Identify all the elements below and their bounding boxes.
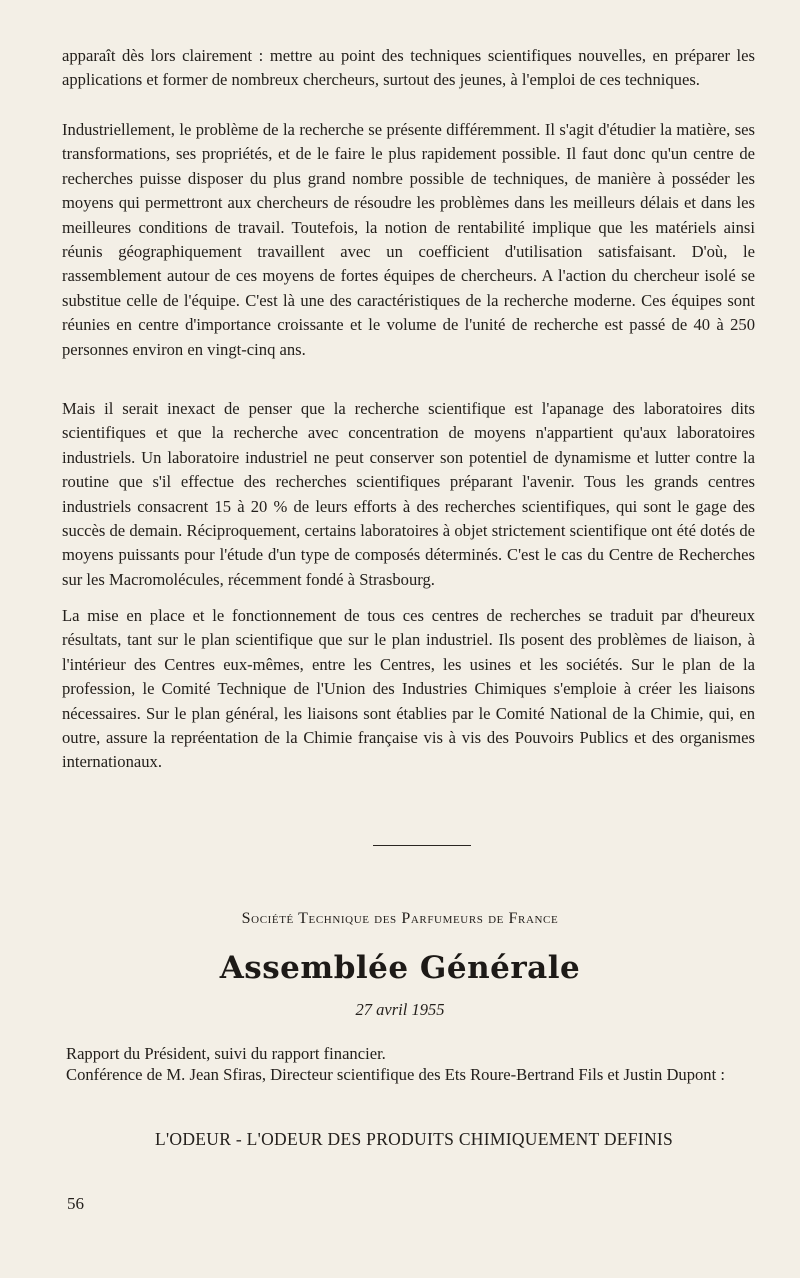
paragraph-2: Industriellement, le problème de la recherche se présente différemment. Il s'agit d'étudier la matière, ses transformations, ses propriétés, et de le faire le plus rapidement possible. Il faut donc qu'un centre de recherches puisse disposer du plus grand nombre possible de techniques, de manière à posséder les moyens qui permettront aux chercheurs de résoudre les problèmes dans les meilleurs délais et dans les meilleures conditions de travail. Toutefois, la notion de rentabilité implique que les matériels ainsi réunis géographiquement travaillent avec un coefficient d'utilisation satisfaisant. D'où, le rassemblement autour de ces moyens de fortes équipes de chercheurs. A l'action du chercheur isolé se substitue celle de l'équipe. C'est là une des caractéristiques de la recherche moderne. Ces équipes sont réunies en centre d'importance croissante et le volume de l'unité de recherche est passé de 40 à 250 personnes environ en vingt-cinq ans. [62, 120, 755, 359]
agenda [66, 1043, 756, 1085]
lecture-title: L'ODEUR - L'ODEUR DES PRODUITS CHIMIQUEMENT DEFINIS [154, 1129, 674, 1149]
paragraph-4: La mise en place et le fonctionnement de tous ces centres de recherches se traduit par d'heureux résultats, tant sur le plan scientifique que sur le plan industriel. Ils posent des problèmes de liaison, à l'intérieur des Centres eux-mêmes, entre les Centres, les usines et les sociétés. Sur le plan de la profession, le Comité Technique de l'Union des Industries Chimiques s'emploie à créer les liaisons nécessaires. Sur le plan général, les liaisons sont établies par le Comité National de la Chimie, qui, en outre, assure la repréentation de la Chimie française vis à vis des Pouvoirs Publics et des organismes internationaux. [62, 606, 755, 772]
announcement-date: 27 avril 1955 [355, 1000, 445, 1019]
agenda-line-report: Rapport du Président, suivi du rapport financier. [66, 1044, 386, 1063]
agenda-line-lecture: Conférence de M. Jean Sfiras, Directeur scientifique des Ets Roure-Bertrand Fils et Justin Dupont : [66, 1065, 725, 1084]
paragraph-3: Mais il serait inexact de penser que la recherche scientifique est l'apanage des laboratoires dits scientifiques et que la recherche avec concentration de moyens n'appartient qu'aux laboratoires industriels. Un laboratoire industriel ne peut conserver son potentiel de dynamisme et lutter contre la routine que s'il effectue des recherches scientifiques préparant l'avenir. Tous les grands centres industriels consacrent 15 à 20 % de leurs efforts à des recherches scientifiques, qui sont le gage des succès de demain. Réciproquement, certains laboratoires à objet strictement scientifique ont été dotés de moyens puissants pour l'étude d'un type de composés déterminés. C'est le cas du Centre de Recherches sur les Macromolécules, récemment fondé à Strasbourg. [62, 399, 755, 589]
paragraph-1: apparaît dès lors clairement : mettre au point des techniques scientifiques nouvelles, en préparer les applications et former de nombreux chercheurs, surtout des jeunes, à l'emploi de ces techniques. [62, 46, 755, 90]
society-name: Société Technique des Parfumeurs de France [241, 910, 559, 927]
section-divider [373, 845, 471, 846]
page-number: 56 [67, 1194, 84, 1213]
announcement-title: Assemblée Générale [219, 950, 581, 986]
